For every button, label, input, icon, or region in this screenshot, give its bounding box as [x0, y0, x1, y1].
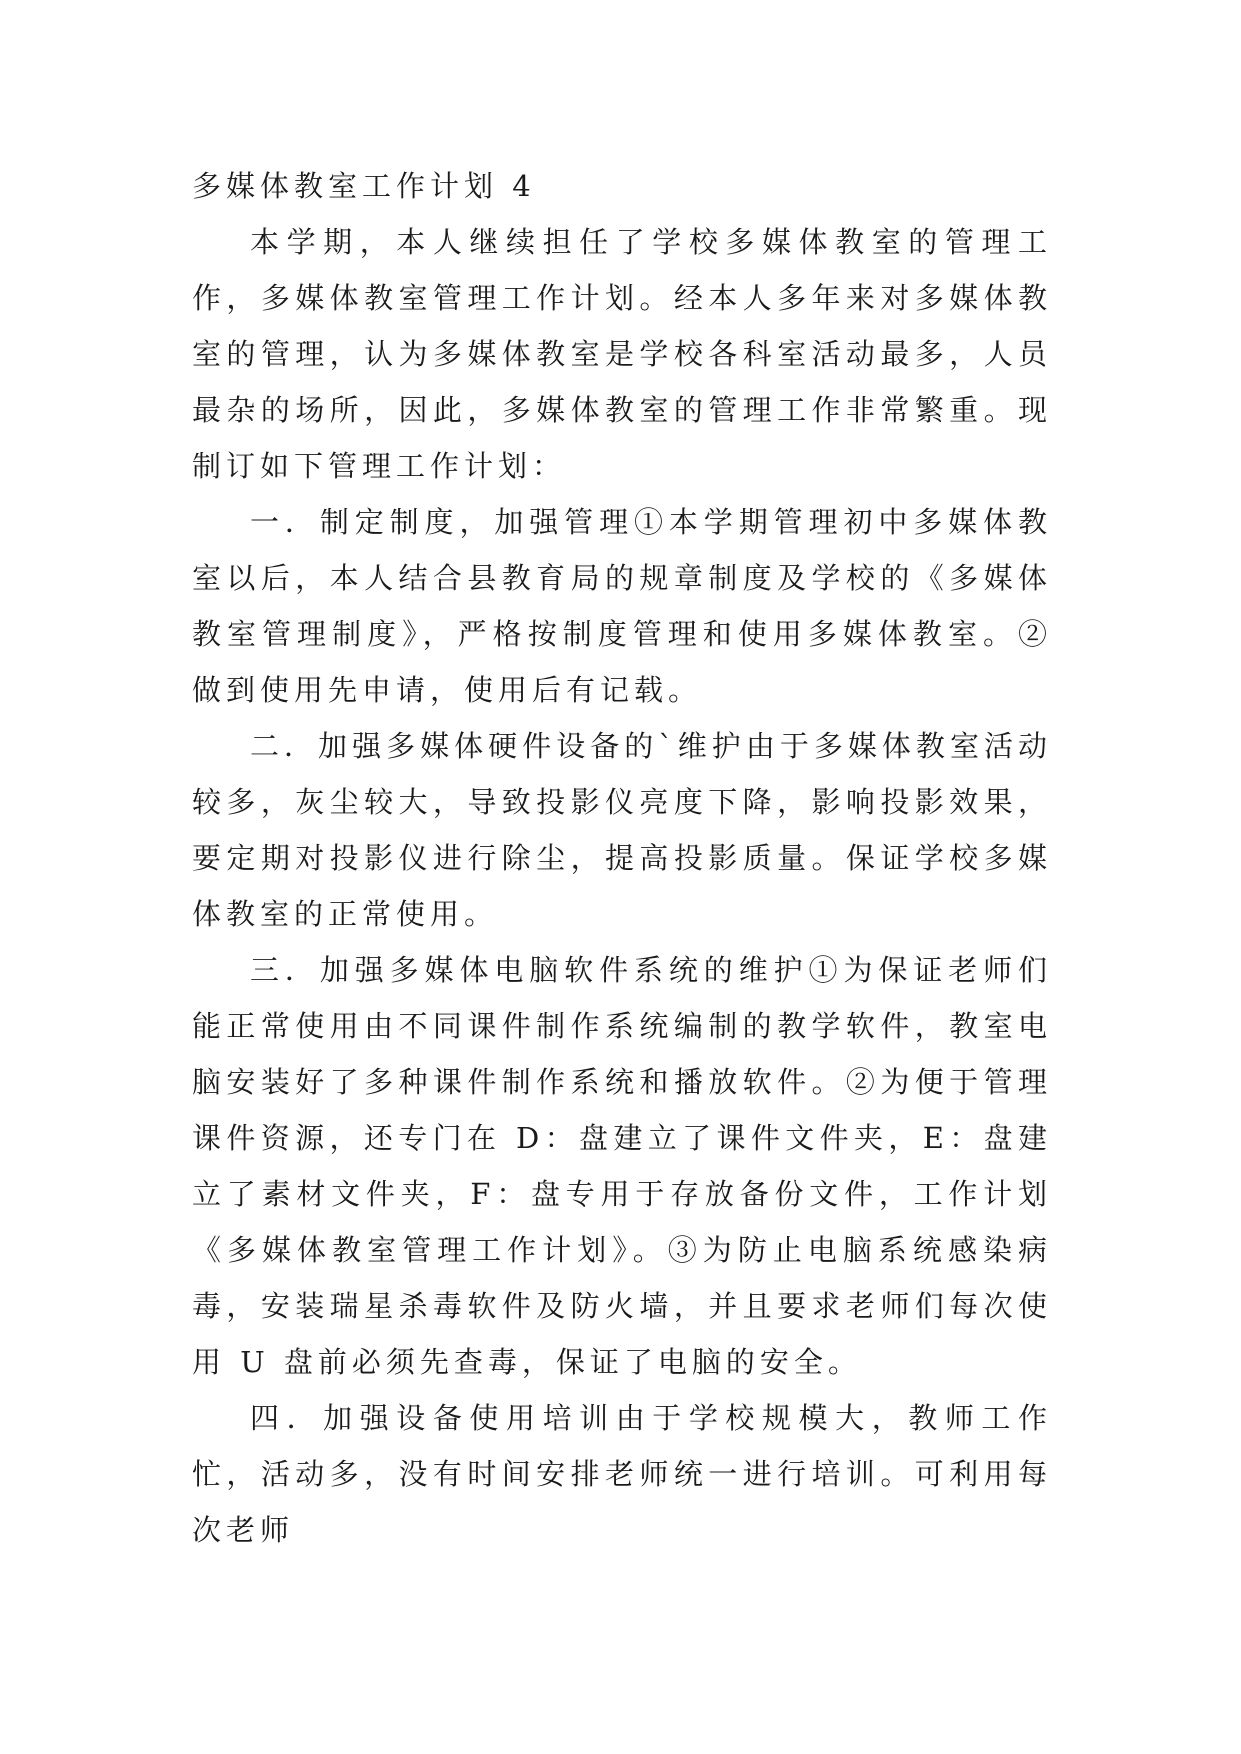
paragraph-section-3: 三．加强多媒体电脑软件系统的维护①为保证老师们能正常使用由不同课件制作系统编制的教学软件，教室电脑安装好了多种课件制作系统和播放软件。②为便于管理课件资源，还专门在 D：盘建立了课件文件夹，E：盘建立了素材文件夹，F：盘专用于存放备份文件，工作计划《多媒体教室管理工作计划》。③为防止电脑系统感染病毒，安装瑞星杀毒软件及防火墙，并且要求老师们每次使用 U 盘前必须先查毒，保证了电脑的安全。: [192, 953, 1052, 1379]
paragraph-intro: 本学期，本人继续担任了学校多媒体教室的管理工作，多媒体教室管理工作计划。经本人多年来对多媒体教室的管理，认为多媒体教室是学校各科室活动最多，人员最杂的场所，因此，多媒体教室的管理工作非常繁重。现制订如下管理工作计划：: [192, 225, 1052, 483]
document-title: 多媒体教室工作计划 4: [192, 169, 536, 203]
paragraph-section-4: 四．加强设备使用培训由于学校规模大，教师工作忙，活动多，没有时间安排老师统一进行培训。可利用每次老师: [192, 1401, 1052, 1547]
document-body: [192, 158, 1052, 1558]
paragraph-section-2: 二．加强多媒体硬件设备的`维护由于多媒体教室活动较多，灰尘较大，导致投影仪亮度下降，影响投影效果，要定期对投影仪进行除尘，提高投影质量。保证学校多媒体教室的正常使用。: [192, 729, 1052, 931]
paragraph-section-1: 一．制定制度，加强管理①本学期管理初中多媒体教室以后，本人结合县教育局的规章制度及学校的《多媒体教室管理制度》，严格按制度管理和使用多媒体教室。②做到使用先申请，使用后有记载。: [192, 505, 1052, 707]
